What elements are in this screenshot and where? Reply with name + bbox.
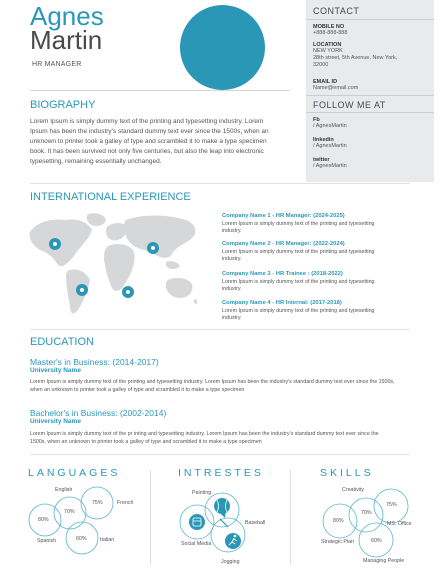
- biography-title: BIOGRAPHY: [30, 99, 96, 111]
- experience-item-title: Company Name 4 - HR Internal: (2017-2018): [222, 300, 342, 306]
- skill-percent: 60%: [371, 538, 382, 544]
- experience-item-title: Company Name 2 - HR Manager: (2022-2024): [222, 241, 345, 247]
- biography-line: unknown to printer took a galley of type and scrambled it to make a type specimen: [30, 138, 267, 146]
- skill-percent: 70%: [361, 510, 372, 516]
- first-name: Agnes: [30, 1, 104, 31]
- follow-handle-linkedin[interactable]: / AgnesMartin: [313, 143, 347, 149]
- biography-line: book. It has been survived not only five centuries, but also the leap into electronic: [30, 148, 264, 156]
- education-line: 1500s, when an unknown to printer took a galley of type and scrambled it to make a type specimen: [30, 439, 262, 446]
- follow-handle-twitter[interactable]: / AgnesMartin: [313, 163, 347, 169]
- education-university: University Name: [30, 418, 81, 425]
- contact-heading: CONTACT: [313, 6, 360, 16]
- experience-line: Lorem Ipsum is simply dummy text of the printing and typesetting: [222, 249, 375, 255]
- mobile-value: +888-888-888: [313, 30, 348, 36]
- mobile-label: MOBILE NO: [313, 24, 345, 30]
- biography-line: Ipsum has been the industry's standard dummy text ever since the 1500s, when an: [30, 128, 269, 136]
- education-line: Lorem Ipsum is simply dummy text of the printing and typesetting industry. Lorem Ipsum has been the industry's standard dummy text ever since the 1500s,: [30, 379, 395, 385]
- education-title: EDUCATION: [30, 336, 94, 348]
- location-label: LOCATION: [313, 42, 342, 48]
- location-line3: 32000: [313, 62, 329, 68]
- interests-title: INTRESTES: [178, 467, 264, 479]
- language-name: English: [55, 487, 73, 493]
- email-label: EMAIL ID: [313, 79, 338, 85]
- follow-heading: FOLLOW ME AT: [313, 100, 386, 110]
- skills-title: SKILLS: [320, 467, 374, 479]
- language-name: Spanish: [37, 538, 57, 544]
- education-degree: Bachelor's in Business: (2002-2014): [30, 408, 167, 418]
- biography-line: Lorem Ipsum is simply dummy text of the printing and typesetting industry. Lorem: [30, 118, 264, 125]
- experience-line: Lorem Ipsum is simply dummy text of the printing and typesetting: [222, 308, 375, 314]
- education-line: Lorem Ipsum is simply dummy text of the pr inting and typesetting industry. Lorem Ipsum has been the industry's standard dummy text ever since the: [30, 431, 379, 437]
- education-line: when an unknown to printer took a galley of type and scrambled it to make a type specimen: [30, 387, 245, 394]
- language-name: Italian: [100, 537, 115, 543]
- experience-line: industry.: [222, 286, 242, 293]
- location-line1: NEW YORK: [313, 48, 343, 54]
- biography-line: typesetting, remaining essentially unchanged.: [30, 158, 162, 166]
- interest-name: Jogging: [221, 559, 240, 565]
- experience-line: industry.: [222, 228, 242, 235]
- interest-name: Baseball: [245, 520, 266, 526]
- skill-percent: 75%: [386, 502, 397, 508]
- skill-percent: 80%: [333, 518, 344, 524]
- skill-name: Creativity: [342, 487, 365, 493]
- education-university: University Name: [30, 367, 81, 374]
- skill-name: MS. Office: [387, 521, 412, 527]
- follow-network-linkedin: linkedin: [313, 137, 334, 143]
- interest-name: Social Media: [181, 541, 212, 547]
- experience-line: Lorem Ipsum is simply dummy text of the printing and typesetting: [222, 221, 375, 227]
- language-percent: 75%: [92, 500, 103, 506]
- experience-item-title: Company Name 1 - HR Manager: (2024-2025): [222, 213, 345, 219]
- follow-network-fb: Fb: [313, 117, 320, 123]
- email-value[interactable]: Name@email.com: [313, 85, 359, 91]
- location-line2: 28th street, 5th Avenue, New York,: [313, 55, 398, 61]
- interest-name: Painting: [192, 490, 212, 496]
- follow-handle-fb[interactable]: / AgnesMartin: [313, 123, 347, 129]
- language-percent: 80%: [38, 517, 49, 523]
- skill-name: Managing People: [363, 558, 405, 564]
- language-percent: 70%: [64, 509, 75, 515]
- last-name: Martin: [30, 25, 103, 55]
- experience-title: INTERNATIONAL EXPERIENCE: [30, 191, 191, 203]
- experience-item-title: Company Name 3 - HR Trainee : (2018-2022): [222, 271, 343, 277]
- language-name: French: [117, 500, 134, 506]
- experience-line: industry.: [222, 315, 242, 322]
- education-degree: Master's in Business: (2014-2017): [30, 357, 159, 367]
- job-title: HR MANAGER: [32, 61, 82, 68]
- language-percent: 60%: [76, 536, 87, 542]
- follow-network-twitter: twitter: [313, 157, 330, 163]
- skill-name: Strategic Plan: [321, 539, 354, 545]
- experience-line: industry.: [222, 256, 242, 263]
- languages-title: LANGUAGES: [28, 467, 121, 479]
- experience-line: Lorem Ipsum is simply dummy text of the printing and typesetting: [222, 279, 375, 285]
